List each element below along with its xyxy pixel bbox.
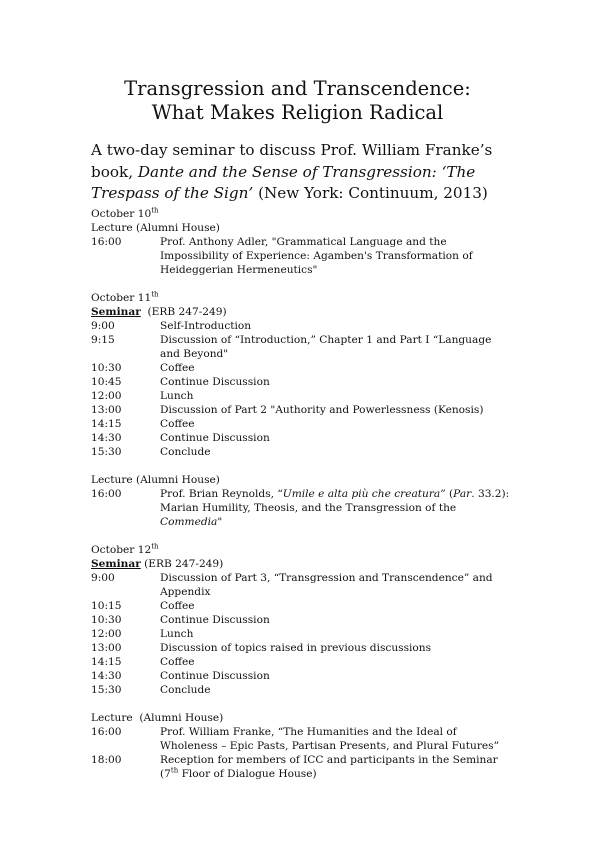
seminar-room: (ERB 247-249) — [140, 558, 224, 570]
row-time: 9:00 — [91, 572, 115, 584]
row-time: 14:15 — [91, 418, 122, 430]
session-heading — [91, 305, 511, 319]
title-line-1: Transgression and Transcendence: — [124, 77, 471, 100]
schedule-row — [91, 683, 511, 697]
row-time: 13:00 — [91, 404, 122, 416]
date-suffix: th — [151, 206, 159, 215]
schedule-row — [91, 725, 511, 753]
desc-text: Prof. Brian Reynolds, “ — [160, 488, 283, 500]
row-description: Discussion of Part 3, “Transgression and Transcendence” and Appendix — [160, 572, 493, 598]
row-description: Coffee — [160, 600, 195, 612]
schedule-row — [91, 361, 511, 375]
date-heading — [91, 207, 511, 221]
desc-text: Reception for members of ICC and participants in the Seminar (7 — [160, 754, 498, 780]
row-description: Discussion of topics raised in previous discussions — [160, 642, 432, 654]
schedule-row — [91, 333, 511, 361]
row-time: 13:00 — [91, 642, 122, 654]
schedule-row — [91, 599, 511, 613]
day-october-10 — [91, 207, 511, 277]
row-description: Lunch — [160, 390, 194, 402]
session-heading: Lecture (Alumni House) — [91, 222, 220, 234]
row-description: Continue Discussion — [160, 376, 270, 388]
schedule-row — [91, 571, 511, 599]
row-time: 15:30 — [91, 446, 122, 458]
schedule-row — [91, 235, 511, 277]
date-heading — [91, 291, 511, 305]
seminar-label: Seminar — [91, 306, 141, 318]
row-time: 15:30 — [91, 684, 122, 696]
day-october-11 — [91, 291, 511, 529]
desc-italic: Commedia — [160, 516, 218, 528]
session-heading: Lecture (Alumni House) — [91, 474, 220, 486]
row-time: 12:00 — [91, 390, 122, 402]
row-time: 14:30 — [91, 670, 122, 682]
row-description: Lunch — [160, 628, 194, 640]
date-suffix: th — [151, 542, 159, 551]
date-suffix: th — [151, 290, 159, 299]
row-description: Continue Discussion — [160, 670, 270, 682]
seminar-room: (ERB 247-249) — [140, 306, 227, 318]
row-time: 16:00 — [91, 236, 122, 248]
date-heading — [91, 543, 511, 557]
row-description: Continue Discussion — [160, 614, 270, 626]
desc-italic: Par — [453, 488, 472, 500]
row-time: 10:30 — [91, 362, 122, 374]
desc-text: . 33.2): Marian Humility, Theosis, and the Transgression of the — [160, 488, 510, 514]
schedule-row — [91, 389, 511, 403]
date-text: October 12 — [91, 544, 152, 556]
schedule-row — [91, 375, 511, 389]
schedule-row — [91, 613, 511, 627]
session-heading — [91, 557, 511, 571]
spacer — [91, 697, 511, 711]
intro-publication: (New York: Continuum, 2013) — [253, 184, 488, 202]
row-time: 14:15 — [91, 656, 122, 668]
row-time: 16:00 — [91, 726, 122, 738]
row-time: 9:00 — [91, 320, 115, 332]
row-description: Discussion of Part 2 "Authority and Powerlessness (Kenosis) — [160, 404, 484, 416]
row-time: 10:15 — [91, 600, 122, 612]
schedule-row — [91, 669, 511, 683]
schedule-row — [91, 431, 511, 445]
row-time: 18:00 — [91, 754, 122, 766]
row-time: 9:15 — [91, 334, 115, 346]
session-heading: Lecture (Alumni House) — [91, 712, 224, 724]
schedule-row — [91, 417, 511, 431]
intro-text: A two-day seminar to discuss Prof. William Franke’s book, — [91, 141, 493, 181]
row-description: Coffee — [160, 418, 195, 430]
page-title — [0, 77, 595, 125]
book-title: Dante and the Sense of Transgression: ‘The Trespass of the Sign’ — [91, 162, 476, 202]
schedule-row — [91, 403, 511, 417]
row-time: 12:00 — [91, 628, 122, 640]
seminar-label: Seminar — [91, 558, 141, 570]
schedule-row — [91, 627, 511, 641]
schedule-row — [91, 655, 511, 669]
row-time: 10:30 — [91, 614, 122, 626]
row-description: Coffee — [160, 656, 195, 668]
row-description: Discussion of “Introduction,” Chapter 1 and Part I “Language and Beyond" — [160, 334, 492, 360]
row-description: Conclude — [160, 446, 211, 458]
day-october-12 — [91, 543, 511, 781]
schedule-row — [91, 753, 511, 781]
row-time: 10:45 — [91, 376, 122, 388]
row-description: Conclude — [160, 684, 211, 696]
schedule — [91, 207, 511, 795]
row-description: Prof. William Franke, “The Humanities and the Ideal of Wholeness – Epic Pasts, Partisan Presents, and Plural Futures” — [160, 726, 500, 752]
oct10-rows — [91, 235, 511, 277]
desc-text: ” ( — [440, 488, 454, 500]
row-description: Self-Introduction — [160, 320, 252, 332]
row-description: Prof. Anthony Adler, "Grammatical Language and the Impossibility of Experience: Agamben's Transformation of Heideggerian Hermeneutics" — [160, 236, 473, 276]
schedule-row — [91, 487, 511, 529]
title-line-2: What Makes Religion Radical — [151, 101, 444, 124]
row-description: Coffee — [160, 362, 195, 374]
row-time: 16:00 — [91, 488, 122, 500]
date-text: October 10 — [91, 208, 152, 220]
desc-italic: Umile e alta più che creatura — [282, 488, 441, 500]
desc-suffix: th — [170, 766, 179, 775]
date-text: October 11 — [91, 292, 152, 304]
row-description: Continue Discussion — [160, 432, 270, 444]
row-description — [160, 487, 511, 529]
schedule-row — [91, 445, 511, 459]
intro-paragraph — [91, 140, 521, 205]
row-description — [160, 753, 511, 781]
spacer — [91, 459, 511, 473]
row-time: 14:30 — [91, 432, 122, 444]
desc-text: Floor of Dialogue House) — [178, 768, 317, 780]
schedule-row — [91, 641, 511, 655]
desc-text: " — [217, 516, 223, 528]
schedule-row — [91, 319, 511, 333]
